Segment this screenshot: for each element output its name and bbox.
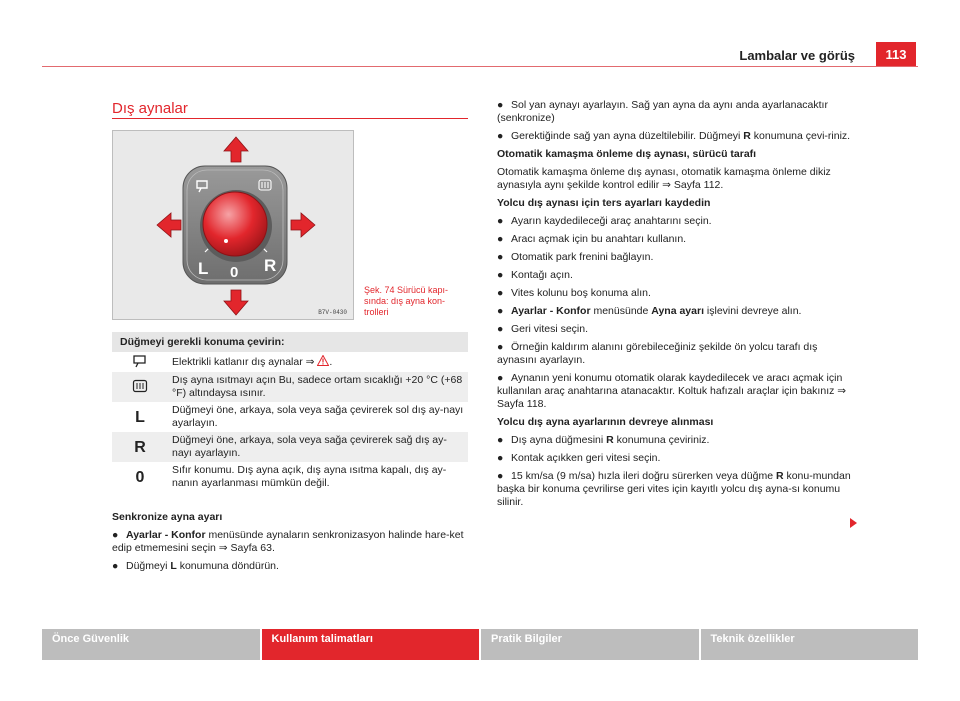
footer-nav [42, 629, 918, 660]
knob-label-l: L [198, 259, 209, 278]
knob-label-0: 0 [230, 264, 239, 281]
heading: Yolcu dış aynası için ters ayarları kaydedin [497, 197, 711, 209]
legend-text: Dış ayna ısıtmayı açın Bu, sadece ortam sıcaklığı +20 °C (+68 °F) altındaysa ısınır. [168, 372, 468, 402]
figure-caption: Şek. 74 Sürücü kapı-sında: dış ayna kon-trolleri [364, 285, 449, 317]
footer-tab-technical[interactable]: Teknik özellikler [701, 629, 919, 660]
list-item: ● Otomatik park frenini bağlayın. [497, 251, 654, 263]
legend-row [112, 352, 468, 372]
arrow-up-icon [224, 137, 248, 162]
legend-row [112, 462, 468, 492]
heading: Otomatik kamaşma önleme dış aynası, sürücü tarafı [497, 148, 757, 160]
page-number: 113 [876, 42, 916, 66]
legend-text: Düğmeyi öne, arkaya, sola veya sağa çevirerek sağ dış ay-nayı ayarlayın. [168, 432, 468, 462]
arrow-left-icon [157, 213, 181, 237]
list-item: ● Ayarlar - Konfor menüsünde aynaların senkronizasyon halinde hare-ket edip etmemesini seçin ⇒ Sayfa 63. [112, 529, 464, 554]
list-item: ● Düğmeyi L konumuna döndürün. [112, 560, 279, 572]
warning-icon [317, 355, 329, 366]
list-item: ● Kontak açıkken geri vitesi seçin. [497, 452, 661, 464]
paragraph: Otomatik kamaşma önleme dış aynası, otomatik kamaşma önleme dikiz aynasıyla aynı şekilde kontrol edilir ⇒ Sayfa 112. [497, 166, 831, 191]
footer-tab-practical[interactable]: Pratik Bilgiler [481, 629, 699, 660]
list-item: ● 15 km/sa (9 m/sa) hızla ileri doğru sürerken veya düğme R konu-mundan başka bir konuma çevrilirse geri vites için kayıtlı yolcu dış ayna-sı konumu silinir. [497, 470, 851, 508]
legend-text: Sıfır konumu. Dış ayna açık, dış ayna ısıtma kapalı, dış ay-nanın ayarlanması mümkün değil. [172, 464, 447, 489]
list-item: ● Geri vitesi seçin. [497, 323, 589, 335]
legend-symbol: 0 [135, 468, 145, 486]
list-item: ● Vites kolunu boş konuma alın. [497, 287, 651, 299]
control-legend-table [112, 332, 468, 492]
sync-heading: Senkronize ayna ayarı [112, 511, 223, 523]
list-item: ● Dış ayna düğmesini R konumuna çeviriniz. [497, 434, 710, 446]
left-column-text [112, 511, 468, 578]
legend-row [112, 432, 468, 462]
list-item: ● Aracı açmak için bu anahtarı kullanın. [497, 233, 687, 245]
arrow-right-icon [291, 213, 315, 237]
list-item: ● Ayarın kaydedileceği araç anahtarını seçin. [497, 215, 712, 227]
list-item: ● Ayarlar - Konfor menüsünde Ayna ayarı işlevini devreye alın. [497, 305, 802, 317]
list-item: ● Örneğin kaldırım alanını görebileceğiniz şekilde ön yolcu tarafı dış aynasını ayarlayın. [497, 341, 818, 366]
figure-code: B7V-0430 [318, 309, 347, 316]
legend-symbol: R [112, 432, 168, 462]
legend-text: Elektrikli katlanır dış aynalar ⇒ . [172, 356, 333, 368]
legend-row [112, 402, 468, 432]
heading: Yolcu dış ayna ayarlarının devreye alınması [497, 416, 714, 428]
section-title: Dış aynalar [112, 100, 188, 117]
list-item: ● Aynanın yeni konumu otomatik olarak kaydedilecek ve aracı açmak için kullanılan araç anahtarına atanacaktır. Koltuk hafızalı araçlar için bakınız ⇒ Sayfa 118. [497, 372, 847, 410]
mirror-fold-icon [112, 352, 168, 372]
continue-arrow-icon [850, 518, 857, 528]
legend-header: Düğmeyi gerekli konuma çevirin: [112, 332, 468, 352]
footer-tab-safety[interactable]: Önce Güvenlik [42, 629, 260, 660]
legend-row [112, 372, 468, 402]
arrow-down-icon [224, 290, 248, 315]
mirror-control-figure [112, 130, 354, 320]
list-item: ● Gerektiğinde sağ yan ayna düzeltilebilir. Düğmeyi R konumuna çevi-riniz. [497, 130, 851, 142]
knob-label-r: R [264, 256, 277, 275]
list-item: ● Sol yan aynayı ayarlayın. Sağ yan ayna da aynı anda ayarlanacaktır (senkronize) [497, 99, 828, 124]
header-divider [42, 66, 918, 67]
footer-tab-operation[interactable]: Kullanım talimatları [262, 629, 480, 660]
page-header-title: Lambalar ve görüş [739, 48, 855, 63]
list-item: ● Kontağı açın. [497, 269, 573, 281]
legend-symbol: L [135, 408, 145, 426]
section-divider [112, 118, 468, 119]
mirror-heat-icon [112, 372, 168, 402]
legend-text: Düğmeyi öne, arkaya, sola veya sağa çevirerek sol dış ay-nayı ayarlayın. [172, 404, 464, 429]
right-column-text [497, 99, 859, 514]
